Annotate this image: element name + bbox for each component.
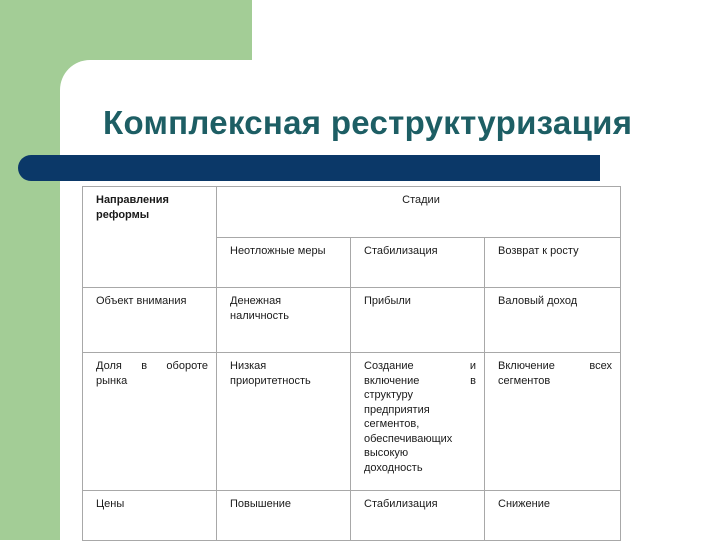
table-cell: Валовый доход bbox=[485, 288, 621, 353]
table-cell: Денежная наличность bbox=[217, 288, 351, 353]
row-label: Объект внимания bbox=[83, 288, 217, 353]
header-directions: Направления реформы bbox=[83, 187, 217, 288]
stage-urgent: Неотложные меры bbox=[217, 238, 351, 288]
table-row bbox=[83, 288, 621, 353]
stage-growth: Возврат к росту bbox=[485, 238, 621, 288]
table-cell: Низкая приоритетность bbox=[217, 353, 351, 491]
table-cell: Включение всех сегментов bbox=[485, 353, 621, 491]
header-stages: Стадии bbox=[217, 187, 621, 238]
table-header-row bbox=[83, 187, 621, 238]
stage-stabilization: Стабилизация bbox=[351, 238, 485, 288]
row-label: Цены bbox=[83, 491, 217, 541]
table-row bbox=[83, 353, 621, 491]
table-cell: Прибыли bbox=[351, 288, 485, 353]
table-cell: Повышение bbox=[217, 491, 351, 541]
table-row bbox=[83, 491, 621, 541]
row-label: Доля в обороте рынка bbox=[83, 353, 217, 491]
table-cell: Снижение bbox=[485, 491, 621, 541]
slide-title: Комплексная реструктуризация bbox=[103, 104, 633, 141]
restructuring-table bbox=[82, 186, 621, 541]
table-cell: Стабилизация bbox=[351, 491, 485, 541]
table-cell: Создание и включение в структуру предприятия сегментов, обеспечивающих высокую доходность bbox=[351, 353, 485, 491]
title-underline-bar bbox=[18, 155, 600, 181]
